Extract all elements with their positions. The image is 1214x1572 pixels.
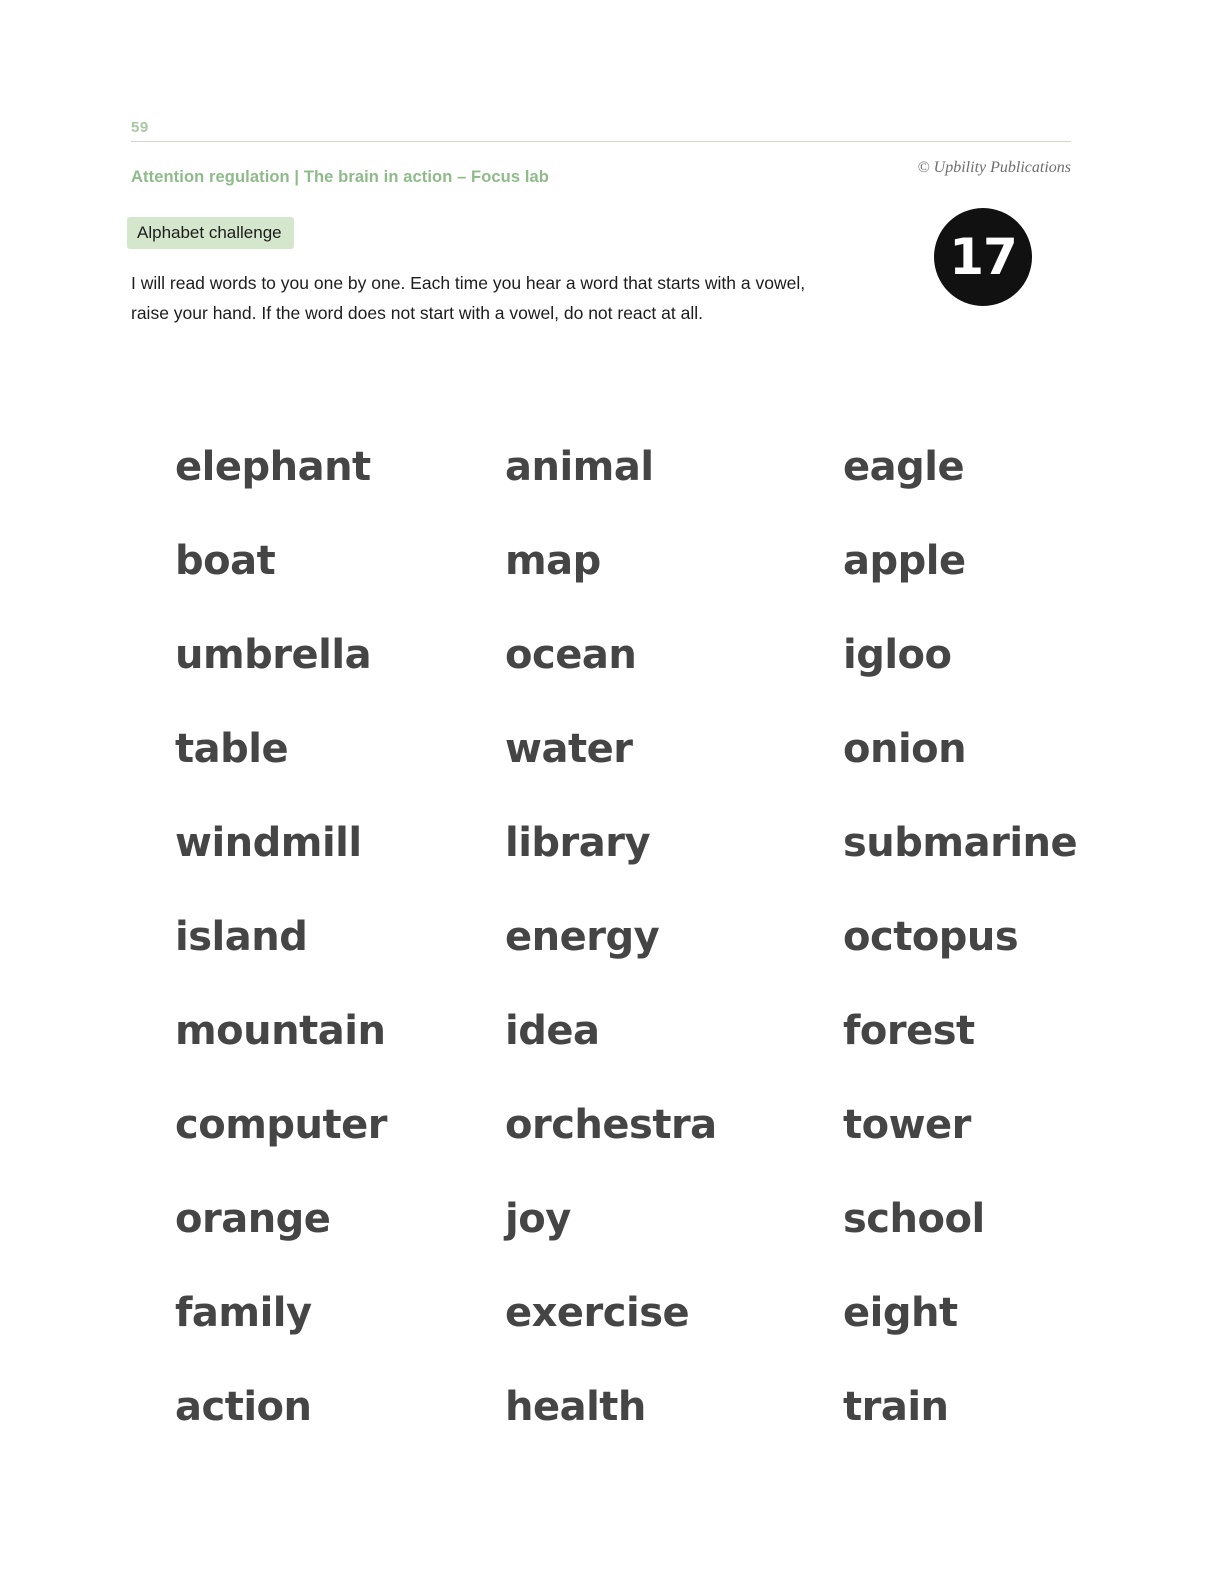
list-item: ocean xyxy=(505,632,637,678)
list-item: school xyxy=(843,1196,985,1242)
list-item: library xyxy=(505,820,651,866)
header-divider xyxy=(131,141,1071,142)
list-item: orchestra xyxy=(505,1102,717,1148)
list-item: computer xyxy=(175,1102,387,1148)
list-item: idea xyxy=(505,1008,600,1054)
list-item: eagle xyxy=(843,444,965,490)
list-item: train xyxy=(843,1384,949,1430)
list-item: island xyxy=(175,914,308,960)
list-item: mountain xyxy=(175,1008,386,1054)
word-column-1 xyxy=(175,420,505,1454)
publisher-credit: © Upbility Publications xyxy=(917,159,1071,176)
list-item: elephant xyxy=(175,444,371,490)
list-item: tower xyxy=(843,1102,971,1148)
list-item: energy xyxy=(505,914,660,960)
list-item: map xyxy=(505,538,601,584)
list-item: forest xyxy=(843,1008,975,1054)
list-item: apple xyxy=(843,538,966,584)
list-item: windmill xyxy=(175,820,362,866)
list-item: joy xyxy=(505,1196,571,1242)
list-item: action xyxy=(175,1384,312,1430)
list-item: family xyxy=(175,1290,312,1336)
activity-number-badge: 17 xyxy=(934,208,1032,306)
list-item: health xyxy=(505,1384,646,1430)
list-item: igloo xyxy=(843,632,952,678)
list-item: boat xyxy=(175,538,276,584)
list-item: umbrella xyxy=(175,632,372,678)
list-item: animal xyxy=(505,444,654,490)
list-item: octopus xyxy=(843,914,1019,960)
list-item: table xyxy=(175,726,289,772)
list-item: orange xyxy=(175,1196,331,1242)
list-item: onion xyxy=(843,726,967,772)
list-item: eight xyxy=(843,1290,958,1336)
instructions-text: I will read words to you one by one. Each time you hear a word that starts with a vowel, raise your hand. If the word does not start with a vowel, do not react at all. xyxy=(131,273,806,323)
page-number: 59 xyxy=(131,119,149,136)
list-item: water xyxy=(505,726,633,772)
page-title: Alphabet challenge xyxy=(127,217,294,249)
list-item: exercise xyxy=(505,1290,690,1336)
word-column-3 xyxy=(843,420,1078,1454)
list-item: submarine xyxy=(843,820,1078,866)
breadcrumb: Attention regulation | The brain in action – Focus lab xyxy=(131,168,549,186)
word-column-2 xyxy=(505,420,843,1454)
word-list xyxy=(175,420,1078,1454)
